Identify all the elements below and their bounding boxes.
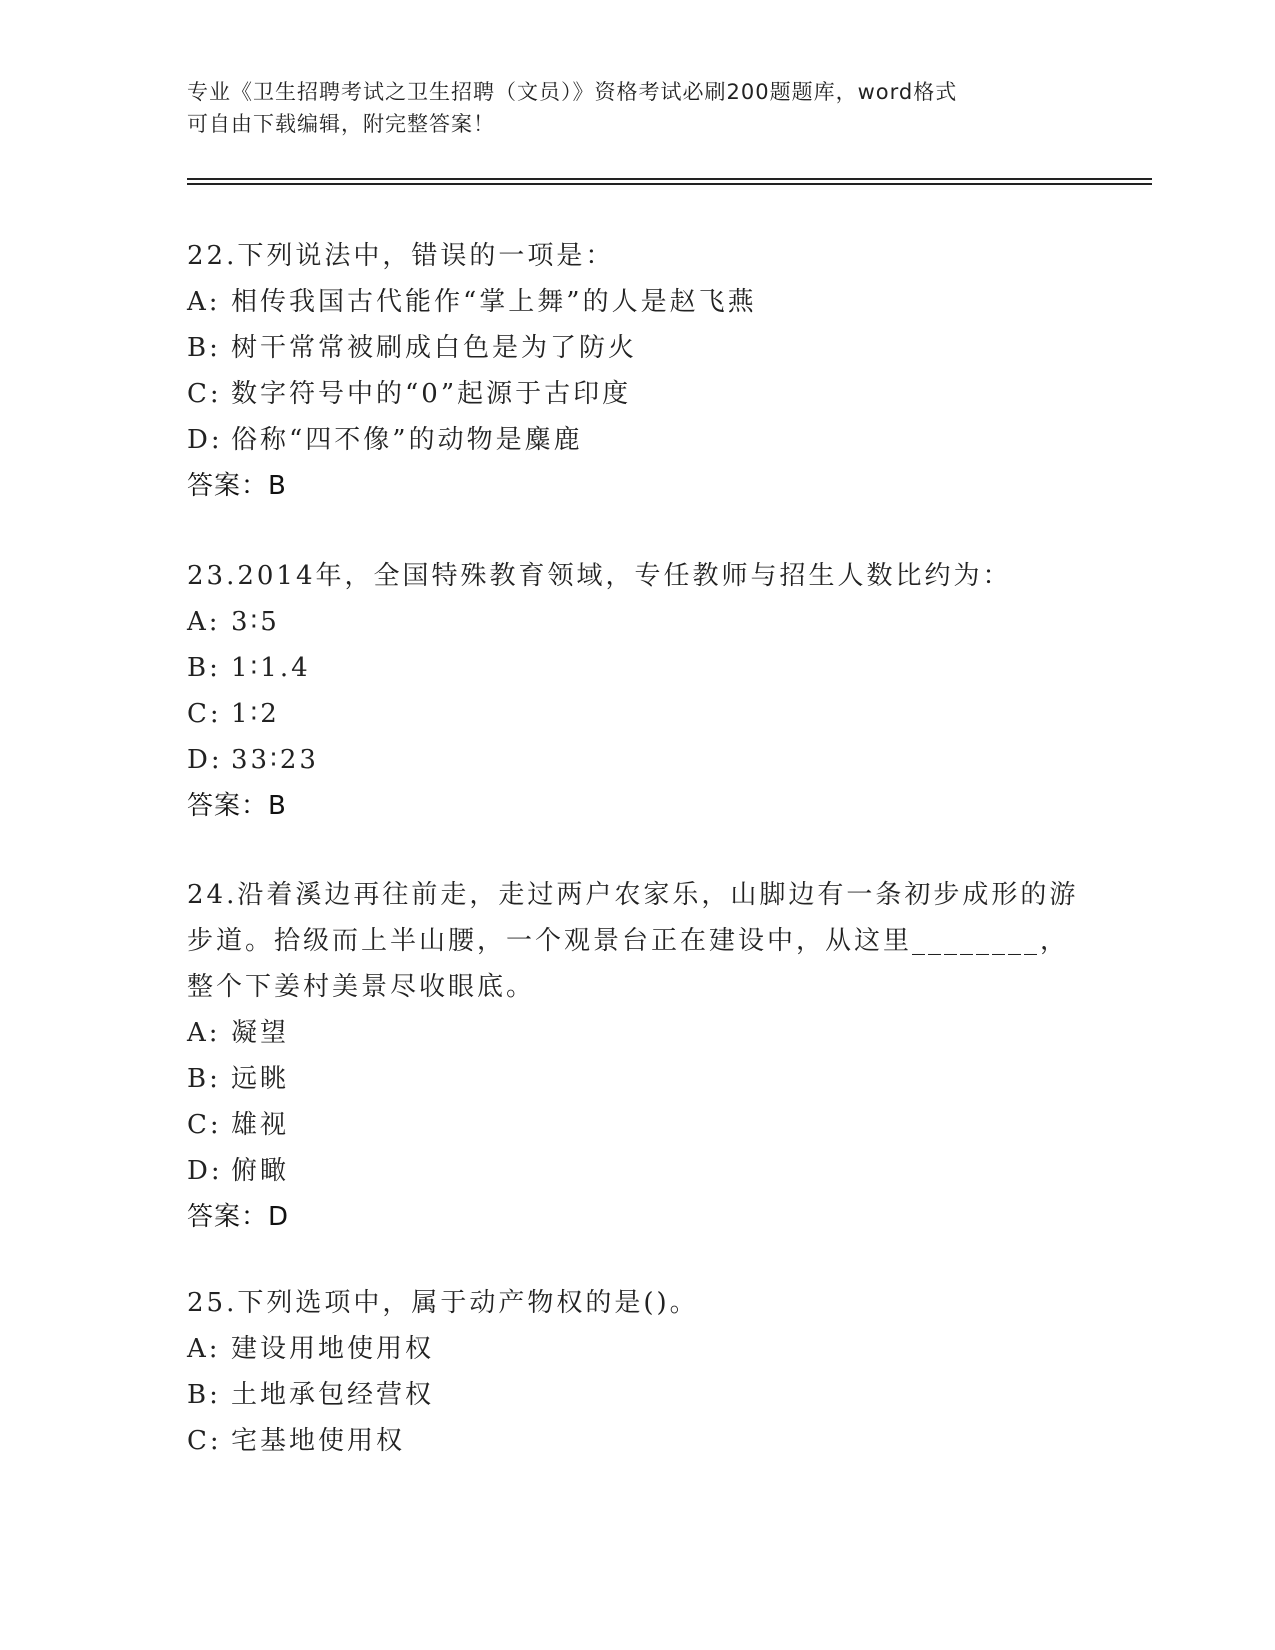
question-stem-line: 23.2014年，全国特殊教育领域，专任教师与招生人数比约为：: [187, 561, 1012, 591]
question-23: [187, 553, 1087, 829]
option-letter: B:: [187, 1380, 221, 1410]
header-line-1: 专业《卫生招聘考试之卫生招聘（文员）》资格考试必刷200题题库，word格式: [187, 80, 958, 104]
option-text: 3∶5: [231, 607, 280, 637]
question-stem: [187, 872, 1087, 1010]
option-d: [187, 1148, 1087, 1194]
option-letter: A:: [187, 1334, 221, 1364]
header-divider-bottom: [187, 183, 1152, 185]
option-letter: B:: [187, 1064, 221, 1094]
option-text: 雄视: [231, 1110, 290, 1140]
option-text: 相传我国古代能作“掌上舞”的人是赵飞燕: [231, 287, 757, 317]
option-a: [187, 279, 1087, 325]
option-c: [187, 1102, 1087, 1148]
option-text: 树干常常被刷成白色是为了防火: [231, 333, 638, 363]
option-letter: D:: [187, 425, 223, 455]
question-stem-line: 整个下姜村美景尽收眼底。: [187, 972, 536, 1002]
question-22: [187, 233, 1087, 509]
option-a: [187, 1326, 1087, 1372]
question-stem-line: 24.沿着溪边再往前走，走过两户农家乐，山脚边有一条初步成形的游: [187, 880, 1079, 910]
option-c: [187, 1418, 1087, 1464]
question-stem: [187, 233, 1087, 279]
question-stem-line: 22.下列说法中，错误的一项是：: [187, 241, 615, 271]
option-letter: A:: [187, 607, 221, 637]
option-letter: B:: [187, 333, 221, 363]
option-text: 远眺: [231, 1064, 290, 1094]
option-b: [187, 325, 1087, 371]
question-stem: [187, 553, 1087, 599]
option-text: 凝望: [231, 1018, 290, 1048]
answer-line: 答案：B: [187, 791, 287, 821]
question-24: [187, 872, 1087, 1240]
option-b: [187, 1056, 1087, 1102]
option-a: [187, 1010, 1087, 1056]
option-c: [187, 371, 1087, 417]
option-text: 数字符号中的“0”起源于古印度: [231, 379, 632, 409]
option-letter: A:: [187, 1018, 221, 1048]
option-text: 1∶1.4: [231, 653, 311, 683]
question-25: [187, 1280, 1087, 1464]
option-letter: B:: [187, 653, 221, 683]
option-d: [187, 737, 1087, 783]
option-c: [187, 691, 1087, 737]
question-stem-line: 步道。拾级而上半山腰，一个观景台正在建设中，从这里________，: [187, 926, 1070, 956]
option-a: [187, 599, 1087, 645]
answer-line: 答案：B: [187, 471, 287, 501]
option-b: [187, 1372, 1087, 1418]
header-line-2: 可自由下载编辑，附完整答案！: [187, 112, 495, 136]
option-letter: C:: [187, 1426, 222, 1456]
option-letter: C:: [187, 379, 222, 409]
option-text: 宅基地使用权: [231, 1426, 406, 1456]
question-stem-line: 25.下列选项中，属于动产物权的是()。: [187, 1288, 699, 1318]
option-text: 建设用地使用权: [231, 1334, 435, 1364]
option-letter: D:: [187, 745, 223, 775]
option-letter: C:: [187, 699, 222, 729]
option-d: [187, 417, 1087, 463]
option-text: 33∶23: [231, 745, 319, 775]
question-stem: [187, 1280, 1087, 1326]
option-text: 1∶2: [231, 699, 280, 729]
option-letter: A:: [187, 287, 221, 317]
document-header: [187, 76, 1067, 140]
option-text: 土地承包经营权: [231, 1380, 435, 1410]
option-b: [187, 645, 1087, 691]
header-divider-top: [187, 178, 1152, 180]
option-letter: D:: [187, 1156, 223, 1186]
option-letter: C:: [187, 1110, 222, 1140]
option-text: 俯瞰: [231, 1156, 290, 1186]
answer-line: 答案：D: [187, 1202, 290, 1232]
option-text: 俗称“四不像”的动物是麋鹿: [231, 425, 583, 455]
